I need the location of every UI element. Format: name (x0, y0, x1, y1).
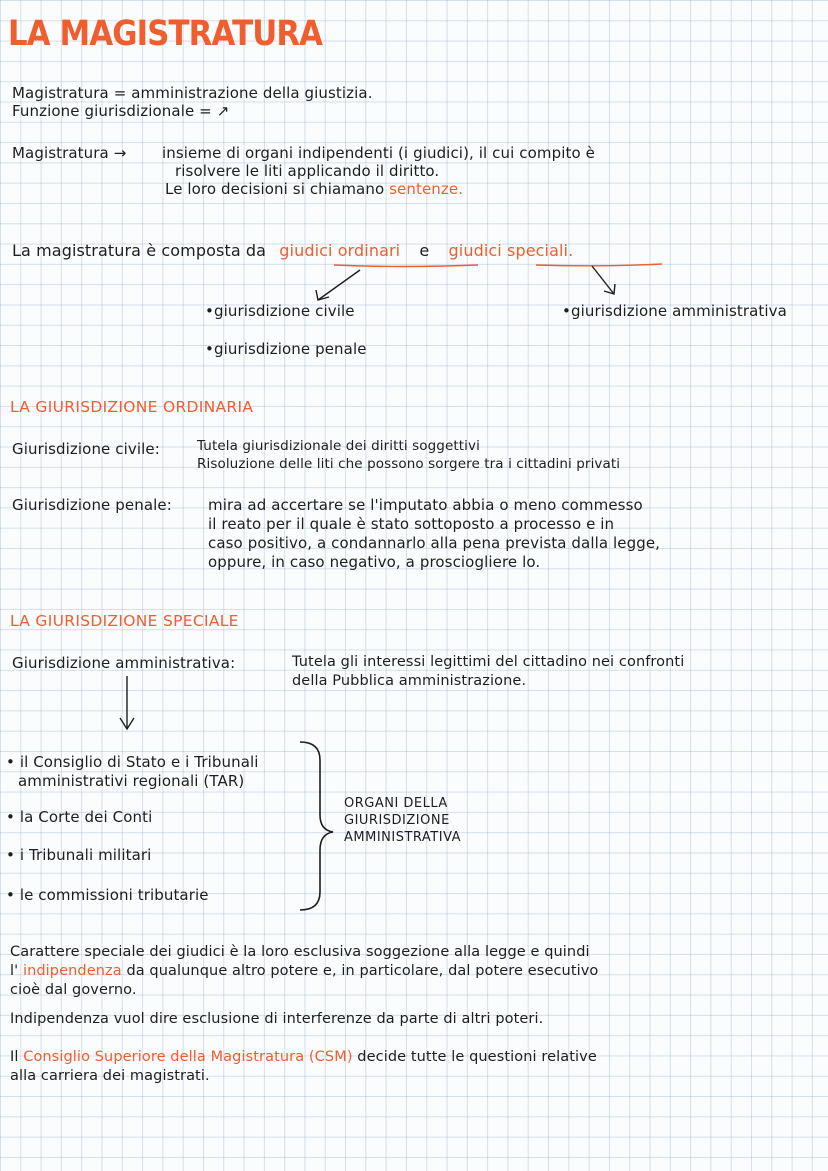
csm-line-1 (10, 1049, 597, 1065)
composition-line (12, 241, 573, 260)
csm-highlight: Consiglio Superiore della Magistratura (CSM) (23, 1049, 353, 1065)
penale-line-1: mira ad accertare se l'imputato abbia o meno commesso (208, 496, 643, 514)
organs-label-1: ORGANI DELLA (344, 796, 448, 811)
definition-line-1: insieme di organi indipendenti (i giudici), il cui compito è (162, 144, 595, 162)
amministrativa-line-2: della Pubblica amministrazione. (292, 673, 527, 689)
amministrativa-label: Giurisdizione amministrativa: (12, 654, 236, 672)
definition-line-3 (165, 180, 463, 198)
closing-line-2-prefix: l' (10, 963, 19, 979)
curly-brace (300, 742, 333, 910)
underline-ordinary (334, 265, 478, 267)
definition-line-3-prefix: Le loro decisioni si chiamano (165, 180, 385, 198)
organ-item: • il Consiglio di Stato e i Tribunali (6, 753, 259, 771)
csm-line-2: alla carriera dei magistrati. (10, 1068, 210, 1084)
ordinary-judges: giudici ordinari (279, 241, 401, 260)
organ-item: • la Corte dei Conti (6, 808, 153, 826)
penale-line-3: caso positivo, a condannarlo alla pena prevista dalla legge, (208, 534, 661, 552)
definition-line-2: risolvere le liti applicando il diritto. (175, 162, 440, 180)
csm-prefix: Il (10, 1049, 19, 1065)
special-judges: giudici speciali. (448, 241, 574, 260)
civile-line-2: Risoluzione delle liti che possono sorgere tra i cittadini privati (197, 456, 621, 472)
organ-item: • le commissioni tributarie (6, 886, 209, 904)
page-title: LA MAGISTRATURA (8, 14, 323, 54)
ordinary-item-penale: •giurisdizione penale (205, 340, 367, 358)
underline-special (536, 264, 662, 266)
composition-conj: e (419, 241, 430, 260)
closing-line-1: Carattere speciale dei giudici è la loro esclusiva soggezione alla legge e quindi (10, 944, 590, 960)
closing-line-3: cioè dal governo. (10, 982, 137, 998)
closing-line-2-suffix: da qualunque altro potere e, in particolare, dal potere esecutivo (126, 963, 599, 979)
penale-line-4: oppure, in caso negativo, a prosciogliere lo. (208, 553, 541, 571)
amministrativa-line-1: Tutela gli interessi legittimi del cittadino nei confronti (292, 654, 685, 670)
intro-line-2: Funzione giurisdizionale = ↗ (12, 102, 230, 120)
penale-label: Giurisdizione penale: (12, 496, 172, 514)
organs-label-3: AMMINISTRATIVA (344, 830, 462, 845)
organs-label-2: GIURISDIZIONE (344, 813, 450, 828)
intro-line-1: Magistratura = amministrazione della giustizia. (12, 84, 373, 102)
heading-speciale: LA GIURISDIZIONE SPECIALE (10, 612, 239, 630)
arrow-special (592, 266, 614, 294)
closing-line-2 (10, 963, 598, 979)
arrow-ordinary (318, 270, 360, 300)
organ-item: • i Tribunali militari (6, 846, 152, 864)
definition-term: Magistratura → (12, 144, 127, 162)
ordinary-item-civile: •giurisdizione civile (205, 302, 355, 320)
special-item-amministrativa: •giurisdizione amministrativa (562, 302, 787, 320)
penale-line-2: il reato per il quale è stato sottoposto a processo e in (208, 515, 615, 533)
composition-prefix: La magistratura è composta da (12, 241, 267, 260)
arrow-ordinary-head (316, 290, 329, 300)
closing-line-4: Indipendenza vuol dire esclusione di interferenze da parte di altri poteri. (10, 1011, 544, 1027)
heading-ordinaria: LA GIURISDIZIONE ORDINARIA (10, 398, 254, 416)
csm-suffix: decide tutte le questioni relative (357, 1049, 597, 1065)
civile-line-1: Tutela giurisdizionale dei diritti soggettivi (197, 438, 480, 454)
organ-item-continuation: amministrativi regionali (TAR) (18, 772, 245, 790)
indipendenza-highlight: indipendenza (22, 963, 122, 979)
sentenze-highlight: sentenze. (389, 180, 464, 198)
civile-label: Giurisdizione civile: (12, 440, 160, 458)
